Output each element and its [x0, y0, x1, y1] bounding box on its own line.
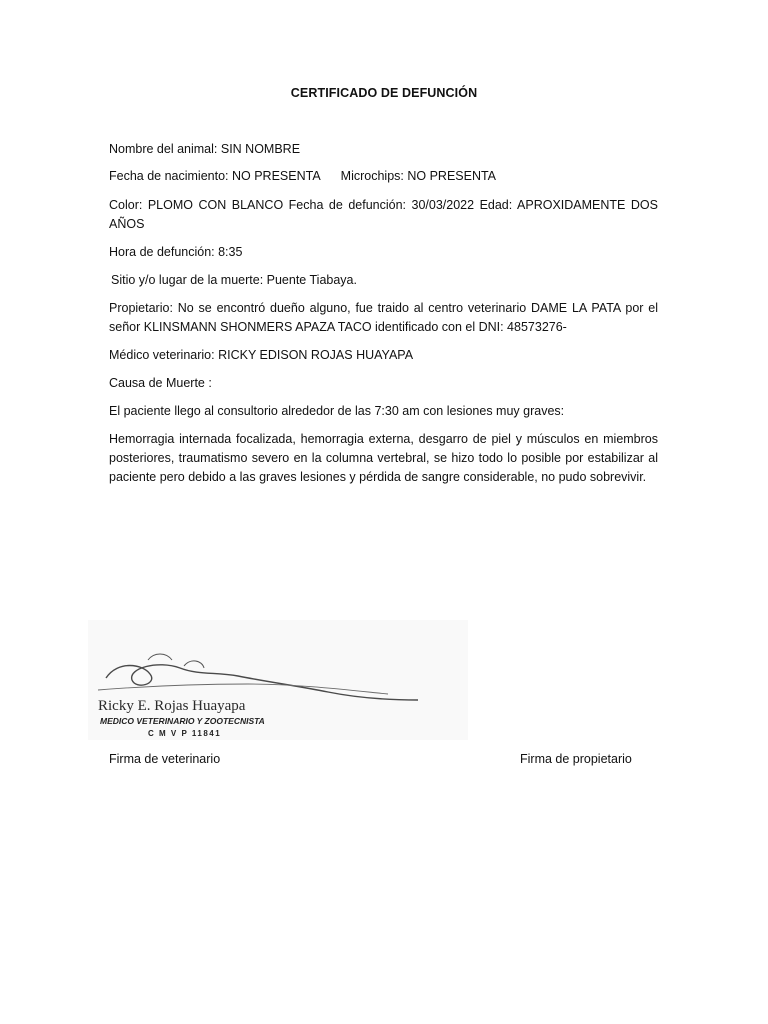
stamp-role-text: MEDICO VETERINARIO Y ZOOTECNISTA	[100, 716, 265, 726]
veterinarian-stamp-signature	[88, 620, 468, 740]
field-animal-name: Nombre del animal: SIN NOMBRE	[109, 142, 301, 156]
owner-signature-label: Firma de propietario	[520, 752, 632, 766]
field-birth-and-microchip-row	[109, 167, 658, 186]
stamp-name-text: Ricky E. Rojas Huayapa	[98, 698, 246, 714]
field-owner: Propietario: No se encontró dueño alguno, fue traido al centro veterinario DAME LA PATA por el señor KLINSMANN SHONMERS APAZA TACO identificado con el DNI: 48573276-	[109, 301, 658, 334]
field-death-place: Sitio y/o lugar de la muerte: Puente Tiabaya.	[111, 273, 357, 287]
field-lesion-details: Hemorragia internada focalizada, hemorragia externa, desgarro de piel y músculos en miembros posteriores, traumatismo severo en la columna vertebral, se hizo todo lo posible por estabilizar al paciente pero debido a las graves lesiones y pérdida de sangre considerable, no pudo sobrevivir.	[109, 432, 658, 484]
field-microchips: Microchips: NO PRESENTA	[340, 169, 497, 183]
field-arrival: El paciente llego al consultorio alrededor de las 7:30 am con lesiones muy graves:	[109, 404, 565, 418]
field-birth-date: Fecha de nacimiento: NO PRESENTA	[109, 169, 321, 183]
signature-stamp-image	[88, 620, 468, 740]
vet-signature-label: Firma de veterinario	[109, 752, 221, 766]
stamp-registration-text: C M V P 11841	[148, 729, 222, 738]
field-color-death-age: Color: PLOMO CON BLANCO Fecha de defunción: 30/03/2022 Edad: APROXIDAMENTE DOS AÑOS	[109, 198, 658, 231]
document-body	[109, 140, 658, 487]
document-title: CERTIFICADO DE DEFUNCIÓN	[290, 86, 478, 100]
field-veterinarian: Médico veterinario: RICKY EDISON ROJAS HUAYAPA	[109, 348, 414, 362]
field-death-time: Hora de defunción: 8:35	[109, 245, 243, 259]
field-cause-of-death-label: Causa de Muerte :	[109, 376, 212, 390]
